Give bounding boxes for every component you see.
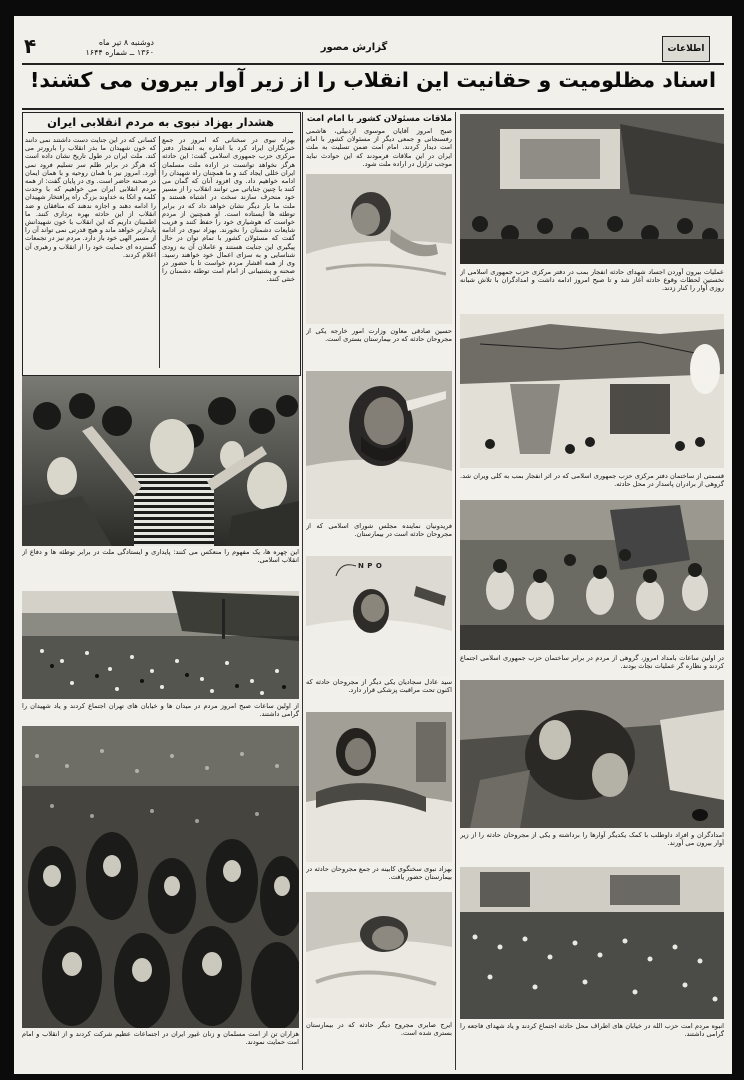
photo-caption: هزاران تن از امت مسلمان و زنان غیور ایران در اجتماعات عظیم شرکت کردند و از انقلاب و امام امت حمایت نمودند. [22,1030,299,1046]
patient-photo [306,556,452,676]
photo-caption: بهزاد نبوی سخنگوی کابینه در جمع مجروحان حادثه در بیمارستان حضور یافت. [306,865,452,881]
crowd-photo [22,376,299,546]
gathering-photo [460,867,724,1019]
sleeping-patient-photo [306,892,452,1018]
section-title: گزارش مصور [320,42,388,53]
column-divider [302,112,303,1070]
article-column-left: کسانی که در این جنایت دست داشتند نمی دانند که خون شهیدان ما بذر انقلاب را بارورتر می کند. ملت ایران در طول تاریخ نشان داده است که هرگز در برابر ظلم سر تسلیم فرود نمی آورد. امروز نیز با همان روحیه و با همان ایمان در صحنه حاضر است. وی در پایان گفت: از همه مردم انقلابی ایران می خواهیم که با وحدت کلمه و اتکا به خداوند بزرگ راه پرافتخار شهیدان را ادامه دهند و اجازه ندهند که منافقان و ضد انقلاب از این حادثه بهره برداری کنند. ما اطمینان داریم که این انقلاب با خون شهیدانش پایدارتر خواهد ماند و هیچ قدرتی نمی تواند آن را از مسیر الهی خود باز دارد. مردم نیز در تجمعات گسترده ای حمایت خود را از انقلاب و رهبری آن اعلام کردند. [25,136,156,259]
article-title-rule [28,132,293,133]
women-crowd-photo [22,726,299,1028]
injured-man-photo [306,174,452,324]
photo-caption: فریدونیان نماینده مجلس شورای اسلامی که از مجروحان حادثه است در بیمارستان. [306,522,452,538]
photo-caption: انبوه مردم امت حزب الله در خیابان های اطراف محل حادثه اجتماع کردند و یاد شهدای فاجعه را گرامی داشتند. [460,1022,724,1038]
photo-caption: قسمتی از ساختمان دفتر مرکزی حزب جمهوری اسلامی که در اثر انفجار بمب به کلی ویران شد. گروهی از برادران پاسدار در محل حادثه. [460,472,724,488]
issue-line: ۱۳۶۰ ــ شماره ۱۶۴۴ [85,48,154,57]
photo-stamp: N P O [358,562,383,570]
middle-intro: صبح امروز آقایان موسوی اردبیلی، هاشمی رفسنجانی و جمعی دیگر از مسئولان کشور با امام امت دیدار کردند. امام امت ضمن تسلیت به ملت ایران در این ملاقات فرمودند که این حوادث نباید موجب تزلزل در اراده ملت شود. [306,127,452,168]
article-column-right: بهزاد نبوی در سخنانی که امروز در جمع خبرنگاران ایراد کرد با اشاره به انفجار دفتر مرکزی حزب جمهوری اسلامی گفت: این حادثه هرگز نخواهد توانست در اراده ملت مسلمان ایران خللی ایجاد کند و ما همچنان راه شهیدان را ادامه خواهیم داد. وی افزود آنان که گمان می کنند با چنین جنایاتی می توانند انقلاب را از مسیر خود منحرف سازند سخت در اشتباه هستند و ملت ما بار دیگر نشان خواهد داد که در برابر توطئه ها ایستاده است. او همچنین از مردم خواست که هوشیاری خود را حفظ کنند و فریب شایعات دشمنان را نخورند. بهزاد نبوی در ادامه گفت که مسئولان کشور با تمام توان در حال پیگیری این جنایت هستند و عاملان آن به زودی شناسایی و به سزای اعمال خود خواهند رسید. وی از همه اقشار مردم خواست تا با حضور در صحنه و پشتیبانی از امام امت توطئه دشمنان را خنثی کنند. [162,136,295,284]
photo-caption: عملیات بیرون آوردن اجساد شهدای حادثه انفجار بمب در دفتر مرکزی حزب جمهوری اسلامی از نخستین لحظات وقوع حادثه آغاز شد و تا صبح امروز ادامه داشت و امدادگران با تلاش شبانه روزی آوار را کنار زدند. [460,268,724,292]
photo-caption: حسین صادقی معاون وزارت امور خارجه یکی از مجروحان حادثه که در بیمارستان بستری است. [306,327,452,343]
bedside-visit-photo [306,712,452,862]
newspaper-page [14,16,732,1074]
column-divider [455,112,456,1070]
logo-text: اطلاعات [667,44,705,54]
photo-caption: از اولین ساعات صبح امروز مردم در میدان ها و خیابان های تهران اجتماع کردند و یاد شهیدان را گرامی داشتند. [22,702,299,718]
onlookers-photo [460,500,724,650]
article-title: هشدار بهزاد نبوی به مردم انقلابی ایران [47,115,274,129]
rescue-crowd-photo [460,114,724,264]
page-number: ۴ [24,34,37,58]
photo-caption: در اولین ساعات بامداد امروز، گروهی از مردم در برابر ساختمان حزب جمهوری اسلامی اجتماع کردند و نظاره گر عملیات نجات بودند. [460,654,724,670]
main-headline: اسناد مظلومیت و حقانیت این انقلاب را از زیر آوار بیرون می کشند! [30,68,716,92]
header-rule [22,63,724,65]
photo-caption: ایرج صابری مجروح دیگر حادثه که در بیمارستان بستری شده است. [306,1021,452,1037]
date-line: دوشنبه ۸ تیر ماه [98,38,154,47]
rescuers-photo [460,680,724,828]
photo-caption: این چهره ها، یک مفهوم را منعکس می کنند: پایداری و ایستادگی ملت در برابر توطئه ها و دفاع از انقلاب اسلامی. [22,548,299,564]
article-column-divider [159,136,160,368]
collapsed-building-photo [460,314,724,468]
headline-rule [22,108,724,110]
photo-caption: سید عادل سجادیان یکی دیگر از مجروحان حادثه که اکنون تحت مراقبت پزشکی قرار دارد. [306,678,452,694]
newspaper-logo [662,36,710,62]
injured-official-photo [306,371,452,519]
middle-subhead: ملاقات مسئولان کشور با امام امت [306,114,452,124]
photo-caption: امدادگران و افراد داوطلب با کمک یکدیگر آوارها را برداشته و یکی از مجروحان حادثه را از زیر آوار بیرون می آورند. [460,831,724,847]
street-crowd-photo [22,591,299,699]
